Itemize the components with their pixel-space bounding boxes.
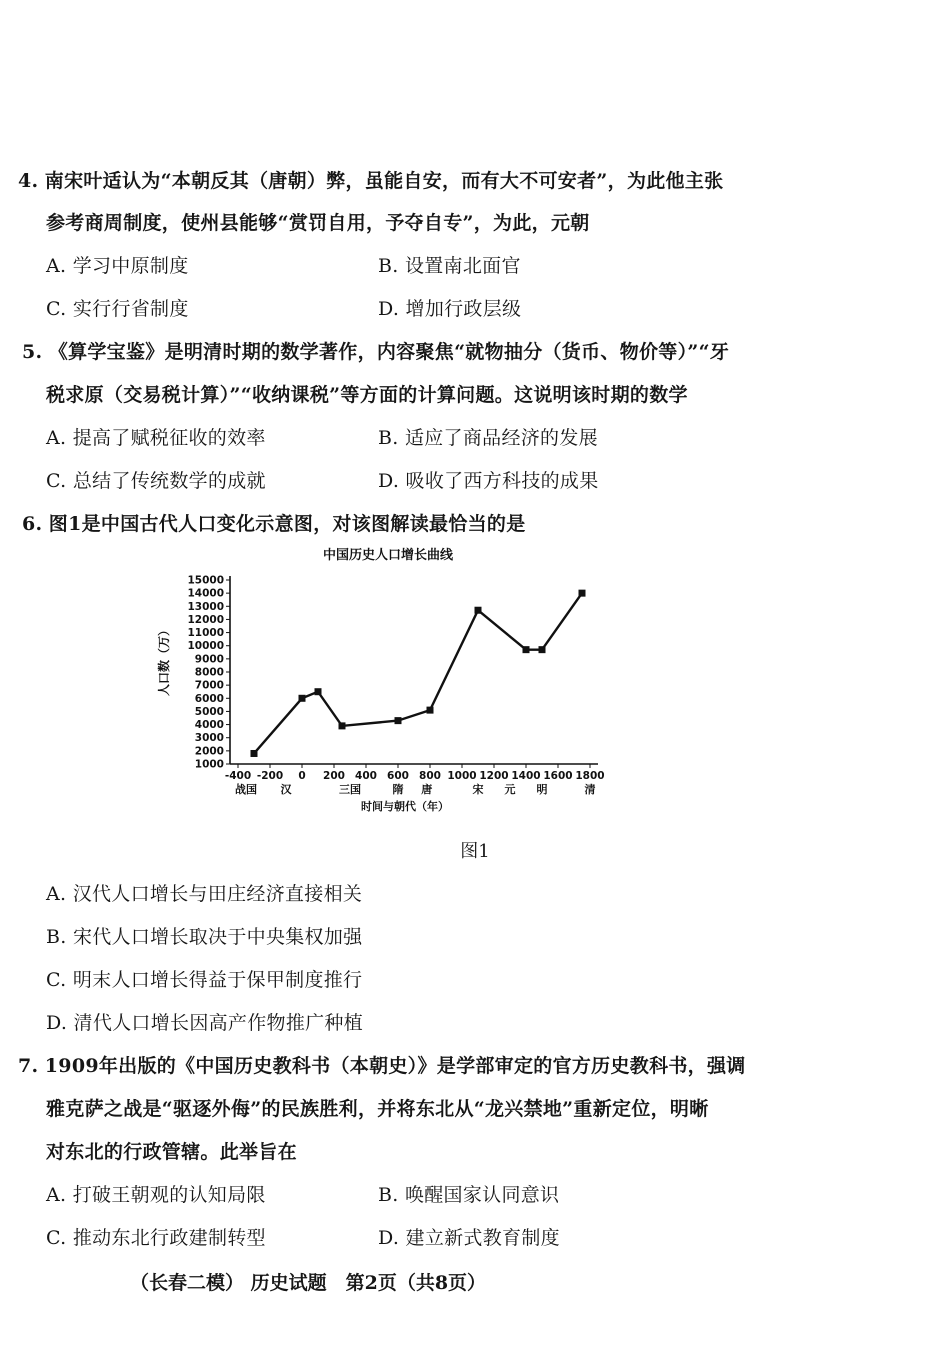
- q6-stem-line-1: [22, 509, 526, 536]
- q6-option-d[interactable]: D. 清代人口增长因高产作物推广种植: [46, 1012, 364, 1034]
- figure-caption: 图1: [460, 841, 490, 862]
- y-tick-label: 4000: [194, 719, 224, 732]
- dynasty-label: 唐: [421, 783, 433, 796]
- q7-option-c[interactable]: C. 推动东北行政建制转型: [46, 1227, 266, 1249]
- y-tick-label: 10000: [187, 640, 224, 653]
- dynasty-label: 元: [504, 783, 516, 796]
- q7-stem-line-1: [18, 1051, 746, 1078]
- chart-title: 中国历史人口增长曲线: [322, 548, 454, 563]
- y-tick-label: 3000: [194, 732, 224, 745]
- y-tick-label: 11000: [187, 627, 224, 640]
- q7-number: 7.: [18, 1055, 39, 1077]
- q4-stem-text-1: 南宋叶适认为“本朝反其（唐朝）弊，虽能自安，而有大不可安者”，为此他主张: [44, 170, 724, 192]
- population-chart-svg: [150, 540, 610, 830]
- q6-number: 6.: [22, 513, 43, 535]
- y-tick-label: 8000: [194, 666, 224, 679]
- x-tick-label: 0: [298, 770, 306, 782]
- y-tick-label: 6000: [194, 692, 224, 705]
- q6-option-c[interactable]: C. 明末人口增长得益于保甲制度推行: [46, 969, 363, 991]
- q6-stem-text-1: 图1是中国古代人口变化示意图，对该图解读最恰当的是: [48, 513, 526, 535]
- q4-option-d[interactable]: D. 增加行政层级: [378, 298, 522, 320]
- x-tick-label: -400: [224, 770, 252, 782]
- data-point: [395, 717, 402, 724]
- q4-number: 4.: [18, 170, 39, 192]
- x-tick-label: 1400: [511, 770, 541, 782]
- chart-x-axis-label: 时间与朝代（年）: [361, 800, 449, 813]
- q4-option-a[interactable]: A. 学习中原制度: [46, 255, 189, 277]
- dynasty-label: 清: [584, 783, 596, 796]
- q4-stem-line-1: [18, 166, 723, 193]
- dynasty-label: 明: [536, 783, 548, 796]
- x-tick-label: 200: [323, 770, 345, 782]
- chart-y-axis-label: 人口数（万）: [157, 623, 171, 697]
- data-point: [579, 590, 586, 597]
- x-tick-label: 800: [419, 770, 441, 782]
- q7-stem-text-1: 1909年出版的《中国历史教科书（本朝史）》是学部审定的官方历史教科书，强调: [44, 1055, 746, 1077]
- q5-option-b[interactable]: B. 适应了商品经济的发展: [378, 427, 598, 449]
- y-tick-label: 1000: [194, 758, 224, 771]
- x-tick-label: 1800: [575, 770, 605, 782]
- data-point: [299, 695, 306, 702]
- dynasty-label: 宋: [472, 783, 484, 796]
- q4-option-b[interactable]: B. 设置南北面官: [378, 255, 521, 277]
- y-tick-label: 13000: [187, 600, 224, 613]
- q5-number: 5.: [22, 341, 43, 363]
- data-point: [539, 646, 546, 653]
- x-tick-label: 1000: [447, 770, 477, 782]
- dynasty-label: 三国: [339, 783, 361, 796]
- q7-option-b[interactable]: B. 唤醒国家认同意识: [378, 1184, 560, 1206]
- y-tick-label: 14000: [187, 587, 224, 600]
- q7-stem-line-3: 对东北的行政管辖。此举旨在: [46, 1141, 297, 1163]
- q5-option-a[interactable]: A. 提高了赋税征收的效率: [46, 427, 266, 449]
- q6-option-a[interactable]: A. 汉代人口增长与田庄经济直接相关: [46, 883, 363, 905]
- dynasty-label: 战国: [235, 783, 257, 796]
- x-tick-label: 400: [355, 770, 377, 782]
- y-tick-label: 9000: [194, 653, 224, 666]
- y-tick-label: 2000: [194, 745, 224, 758]
- q7-option-a[interactable]: A. 打破王朝观的认知局限: [46, 1184, 266, 1206]
- data-point: [523, 646, 530, 653]
- q7-option-d[interactable]: D. 建立新式教育制度: [378, 1227, 560, 1249]
- page-footer: （长春二模） 历史试题 第2页（共8页）: [130, 1272, 487, 1294]
- data-point: [251, 750, 258, 757]
- x-tick-label: -200: [256, 770, 284, 782]
- data-point: [315, 688, 322, 695]
- y-tick-label: 12000: [187, 613, 224, 626]
- q5-option-d[interactable]: D. 吸收了西方科技的成果: [378, 470, 599, 492]
- data-point: [339, 722, 346, 729]
- q5-option-c[interactable]: C. 总结了传统数学的成就: [46, 470, 266, 492]
- y-tick-label: 7000: [194, 679, 224, 692]
- q4-option-c[interactable]: C. 实行行省制度: [46, 298, 189, 320]
- q6-option-b[interactable]: B. 宋代人口增长取决于中央集权加强: [46, 926, 363, 948]
- y-tick-label: 5000: [194, 705, 224, 718]
- q5-stem-line-2: 税求原（交易税计算）”“收纳课税”等方面的计算问题。这说明该时期的数学: [46, 384, 688, 406]
- y-tick-label: 15000: [187, 574, 224, 587]
- population-chart: [150, 540, 610, 830]
- dynasty-label: 隋: [392, 783, 404, 796]
- dynasty-label: 汉: [280, 783, 292, 796]
- q5-stem-line-1: [22, 337, 729, 364]
- x-tick-label: 1600: [543, 770, 573, 782]
- data-point: [475, 607, 482, 614]
- x-tick-label: 1200: [479, 770, 509, 782]
- population-line: [254, 593, 582, 753]
- q7-stem-line-2: 雅克萨之战是“驱逐外侮”的民族胜利，并将东北从“龙兴禁地”重新定位，明晰: [46, 1098, 709, 1120]
- q4-stem-line-2: 参考商周制度，使州县能够“赏罚自用，予夺自专”，为此，元朝: [46, 212, 590, 234]
- data-point: [427, 707, 434, 714]
- q5-stem-text-1: 《算学宝鉴》是明清时期的数学著作，内容聚焦“就物抽分（货币、物价等）”“牙: [48, 341, 730, 363]
- x-tick-label: 600: [387, 770, 409, 782]
